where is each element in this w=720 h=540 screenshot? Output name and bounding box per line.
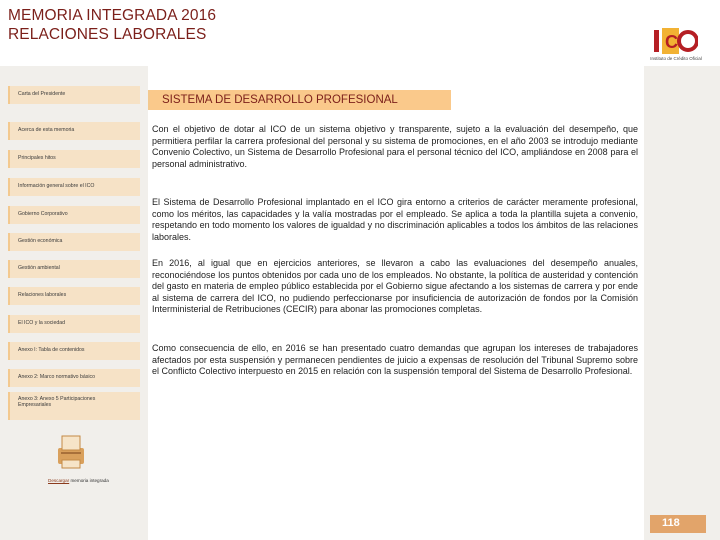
sidebar-item-gestion-economica[interactable]	[8, 233, 140, 251]
sidebar-item-label: Acerca de esta memoria	[18, 127, 75, 133]
sidebar-item-label: Principales hitos	[18, 155, 56, 161]
sidebar-item-anexo-3[interactable]	[8, 392, 140, 420]
printer-icon	[52, 430, 90, 470]
paragraph-2: El Sistema de Desarrollo Profesional implantado en el ICO gira entorno a criterios de carácter meramente profesional, como los méritos, las capacidades y la valía mostradas por el empleado. Se aplica a toda la plantilla sujeta a convenio, respetando en todo momento los valores de igualdad y no discriminación aplicables a todos los ámbitos de las relaciones laborales.	[152, 197, 638, 242]
sidebar-item-principales-hitos[interactable]	[8, 150, 140, 168]
sidebar-item-relaciones-laborales[interactable]	[8, 287, 140, 305]
sidebar-item-label: Anexo 2: Marco normativo básico	[18, 374, 95, 380]
section-title	[148, 90, 451, 110]
sidebar-item-label: Información general sobre el ICO	[18, 183, 95, 189]
sidebar-item-label: El ICO y la sociedad	[18, 320, 65, 326]
sidebar-item-gobierno-corporativo[interactable]	[8, 206, 140, 224]
paragraph-4: Como consecuencia de ello, en 2016 se han presentado cuatro demandas que agrupan los intereses de trabajadores afectados por esta suspensión y permanecen pendientes de juicio a expensas de resolución del Tribunal Supremo sobre el Conflicto Colectivo interpuesto en 2015 en relación con la suspensión temporal del Sistema de Desarrollo Profesional.	[152, 343, 638, 377]
download-link-text: Descargar	[48, 478, 70, 483]
sidebar-item-label: Carta del Presidente	[18, 91, 66, 97]
sidebar-item-label: Gestión económica	[18, 238, 63, 244]
paragraph-1: Con el objetivo de dotar al ICO de un sistema objetivo y transparente, sujeto a la evaluación del desempeño, que permitiera perfilar la carrera profesional del personal y su sistema de promociones, en el año 2003 se introdujo mediante Convenio Colectivo, un Sistema de Desarrollo Profesional para el personal técnico del ICO, ampliándose en 2008 para el personal administrativo.	[152, 124, 638, 169]
svg-text:C: C	[665, 32, 678, 52]
paragraph-3: En 2016, al igual que en ejercicios anteriores, se llevaron a cabo las evaluaciones del desempeño anuales, reconociéndose los puntos obtenidos por cada uno de los empleados. No obstante, la política de austeridad y contención del gasto en materia de empleo público establecida por el Gobierno sigue afectando a los sistemas de carrera y por ende al sistema de carrera del ICO, no pudiendo perfeccionarse por insuficiencia de autorización de fondos por la Comisión Interministerial de Retribuciones (CECIR) para abonar las promociones completas.	[152, 258, 638, 315]
ico-logo	[652, 24, 698, 60]
title-line-1: MEMORIA INTEGRADA 2016	[8, 7, 217, 24]
main-content	[148, 66, 644, 540]
sidebar-item-gestion-ambiental[interactable]	[8, 260, 140, 278]
page-number: 118	[662, 517, 680, 529]
download-memoria-link[interactable]	[48, 478, 109, 483]
download-link-rest: memoria integrada	[69, 478, 109, 483]
sidebar-item-ico-sociedad[interactable]	[8, 315, 140, 333]
header	[0, 0, 720, 66]
sidebar-item-label: Anexo 3: Anexo 5 Participaciones Empresariales	[18, 396, 96, 408]
title-line-2: RELACIONES LABORALES	[8, 26, 207, 43]
sidebar-item-label: Gobierno Corporativo	[18, 211, 68, 217]
page-title	[8, 6, 216, 44]
sidebar-item-label: Gestión ambiental	[18, 265, 60, 271]
sidebar-item-informacion-general[interactable]	[8, 178, 140, 196]
sidebar-item-carta-presidente[interactable]	[8, 86, 140, 104]
sidebar-item-label: Anexo I: Tabla de contenidos	[18, 347, 85, 353]
sidebar-item-anexo-2[interactable]	[8, 369, 140, 387]
page-number-badge	[650, 515, 706, 533]
right-margin	[644, 66, 720, 540]
sidebar-item-label: Relaciones laborales	[18, 292, 67, 298]
sidebar-item-acerca-memoria[interactable]	[8, 122, 140, 140]
section-title-text: SISTEMA DE DESARROLLO PROFESIONAL	[162, 94, 398, 106]
logo-caption: Instituto de Crédito Oficial	[650, 56, 702, 61]
sidebar-item-anexo-1[interactable]	[8, 342, 140, 360]
